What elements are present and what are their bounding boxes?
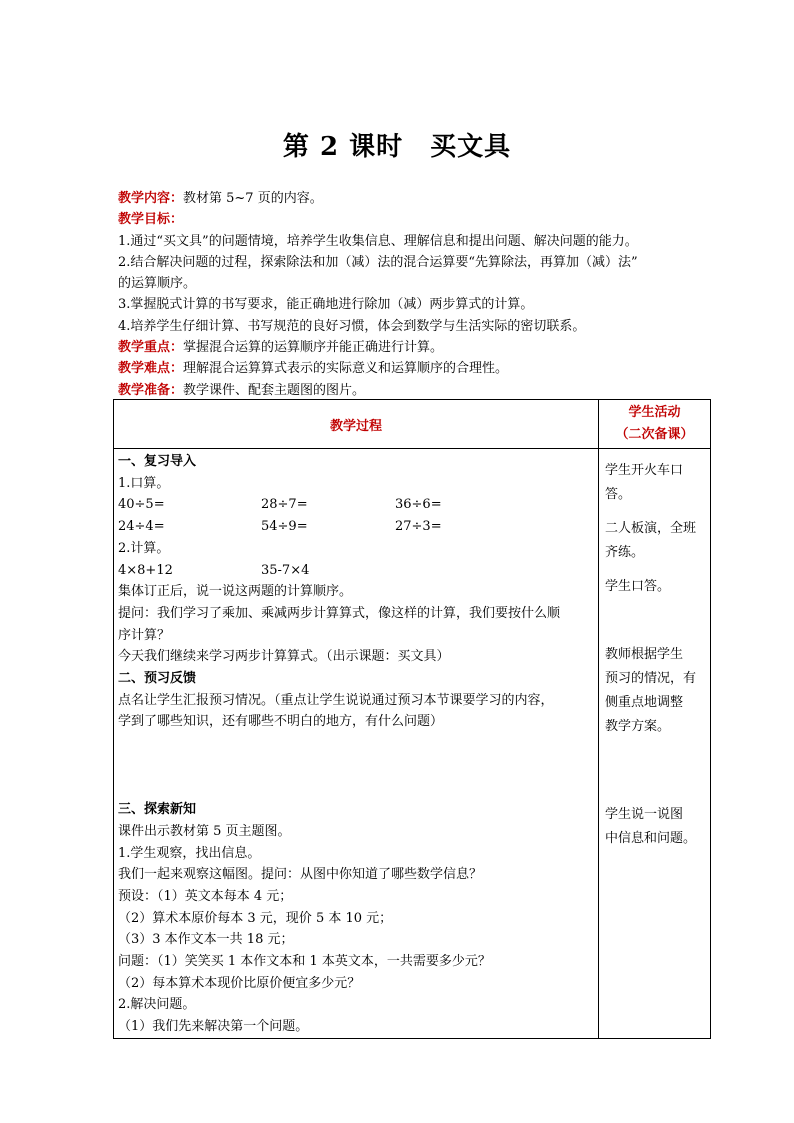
content-label: 教学内容：	[118, 191, 184, 206]
lesson-intro	[118, 188, 718, 401]
process-text: 点名让学生汇报预习情况。（重点让学生说说通过预习本节课要学习的内容，	[118, 692, 554, 708]
table-body-row	[114, 449, 711, 1039]
goal-item: 1.通过“买文具”的问题情境，培养学生收集信息、理解信息和提出问题、解决问题的能力。	[118, 233, 638, 249]
process-text: 2.解决问题。	[118, 997, 196, 1013]
spacer	[605, 739, 706, 803]
spacer	[118, 733, 594, 799]
process-header: 教学过程	[114, 400, 599, 449]
spacer	[605, 507, 706, 517]
spacer	[605, 565, 706, 575]
calc-item: 4×8+12	[118, 562, 173, 578]
section-explore: 三、探索新知	[118, 802, 197, 818]
goals-label: 教学目标：	[118, 212, 184, 228]
preparation-text: 教学课件、配套主题图的图片。	[183, 382, 366, 398]
difficulty-text: 理解混合运算算式表示的实际意义和运算顺序的合理性。	[183, 361, 509, 377]
oral-item: 27÷3=	[395, 519, 442, 535]
process-cell	[114, 449, 599, 1039]
process-text: （2）算术本原价每本 3 元，现价 5 本 10 元；	[118, 910, 393, 926]
activity-text: 学生说一说图	[605, 807, 684, 822]
process-text: 提问：我们学习了乘加、乘减两步计算算式，像这样的计算，我们要按什么顺	[118, 605, 561, 621]
oral-row	[118, 516, 594, 538]
calc-row	[118, 560, 594, 582]
process-text: 我们一起来观察这幅图。提问：从图中你知道了哪些数学信息？	[118, 867, 483, 883]
difficulty-line	[118, 358, 718, 379]
content-line	[118, 188, 718, 209]
goal-item: 3.掌握脱式计算的书写要求，能正确地进行除加（减）两步算式的计算。	[118, 297, 534, 313]
process-text: 1.学生观察，找出信息。	[118, 845, 261, 861]
page-title: 第 2 课时 买文具	[282, 132, 512, 162]
oral-row	[118, 494, 594, 516]
process-text: 集体订正后，说一说这两题的计算顺序。	[118, 584, 353, 600]
process-text: （2）每本算术本现价比原价便宜多少元？	[118, 975, 361, 991]
oral-item: 28÷7=	[261, 497, 308, 513]
oral-item: 36÷6=	[395, 497, 442, 513]
process-text: 今天我们继续来学习两步计算算式。（出示课题：买文具）	[118, 649, 450, 665]
key-point-text: 掌握混合运算的运算顺序并能正确进行计算。	[183, 340, 444, 356]
activity-text: 教师根据学生	[605, 647, 684, 662]
preparation-label: 教学准备：	[118, 382, 184, 398]
section-review: 一、复习导入	[118, 454, 197, 469]
oral-item: 54÷9=	[261, 519, 308, 535]
key-point-line	[118, 337, 718, 358]
oral-item: 40÷5=	[118, 497, 165, 513]
activity-text: 二人板演，全班	[605, 521, 697, 536]
calc-label: 2.计算。	[118, 540, 170, 556]
process-text: 序计算？	[118, 627, 171, 643]
preparation-line	[118, 380, 718, 401]
activity-text: 学生开火车口	[605, 463, 684, 478]
oral-label: 1.口算。	[118, 475, 170, 491]
activity-header-line1: 学生活动	[628, 405, 681, 420]
activity-text: 答。	[605, 487, 632, 502]
process-text: 课件出示教材第 5 页主题图。	[118, 823, 291, 839]
oral-item: 24÷4=	[118, 519, 165, 535]
section-preview: 二、预习反馈	[118, 671, 197, 687]
activity-text: 学生口答。	[605, 579, 671, 594]
table-header-row	[114, 400, 711, 449]
key-point-label: 教学重点：	[118, 340, 184, 356]
activity-text: 侧重点地调整	[605, 695, 684, 710]
process-text: （1）我们先来解决第一个问题。	[118, 1019, 309, 1035]
goal-item: 的运算顺序。	[118, 276, 197, 292]
activity-header	[599, 400, 711, 449]
activity-cell	[599, 449, 711, 1039]
activity-text: 教学方案。	[605, 719, 671, 734]
activity-text: 中信息和问题。	[605, 831, 697, 846]
activity-header-line2: （二次备课）	[615, 427, 694, 442]
lesson-plan-table	[113, 399, 711, 1039]
goals-line	[118, 209, 718, 230]
goal-item: 2.结合解决问题的过程，探索除法和加（减）法的混合运算要“先算除法，再算加（减）法”	[118, 254, 638, 270]
process-text: 问题：（1）笑笑买 1 本作文本和 1 本英文本，一共需要多少元？	[118, 954, 491, 970]
process-text: 预设：（1）英文本每本 4 元；	[118, 888, 293, 904]
process-text: （3）3 本作文本一共 18 元；	[118, 932, 294, 948]
difficulty-label: 教学难点：	[118, 361, 184, 377]
goal-item: 4.培养学生仔细计算、书写规范的良好习惯，体会到数学与生活实际的密切联系。	[118, 318, 586, 334]
activity-text: 齐练。	[605, 545, 645, 560]
activity-text: 预习的情况，有	[605, 671, 697, 686]
spacer	[605, 599, 706, 643]
calc-item: 35-7×4	[261, 562, 310, 578]
content-text: 教材第 5~7 页的内容。	[183, 191, 323, 206]
process-text: 学到了哪些知识，还有哪些不明白的地方，有什么问题）	[118, 714, 444, 730]
